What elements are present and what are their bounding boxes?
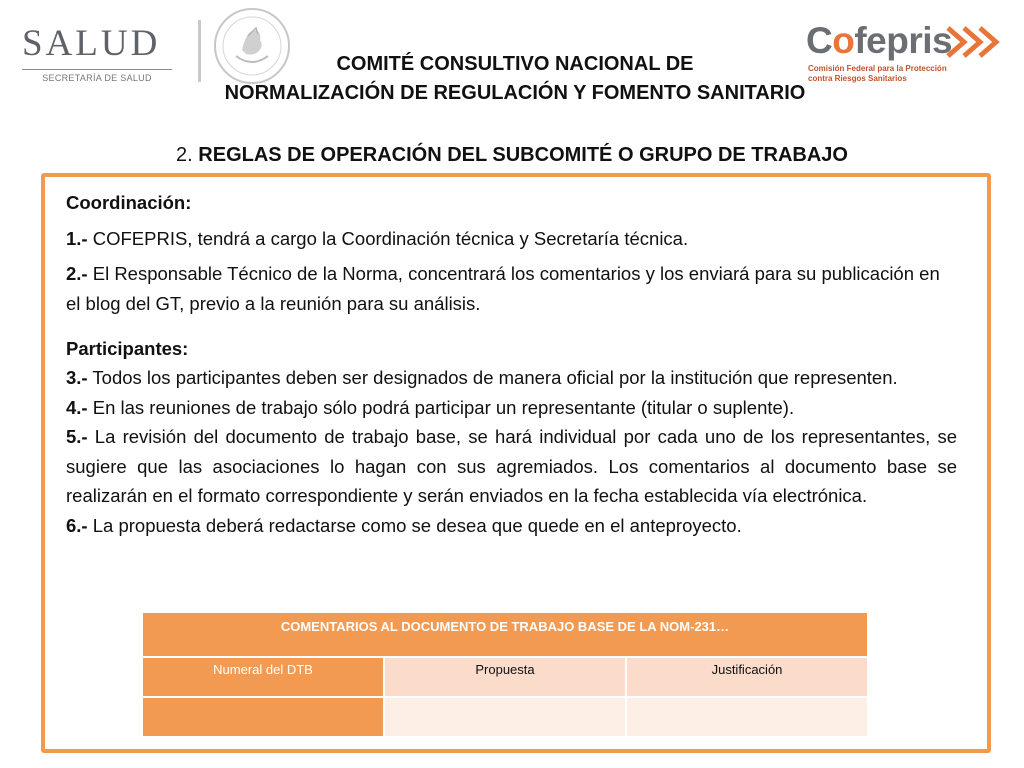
table-cell-propuesta	[385, 698, 625, 736]
cofepris-logo-letter-c: C	[806, 20, 833, 61]
salud-logo-subtitle: SECRETARÍA DE SALUD	[42, 73, 152, 83]
cofepris-logo	[806, 20, 1006, 88]
column-header-propuesta: Propuesta	[385, 658, 625, 696]
rule-item	[66, 224, 957, 254]
section-number: 2.	[176, 144, 193, 166]
cofepris-logo-line2: contra Riesgos Sanitarios	[808, 74, 907, 83]
coordinacion-heading: Coordinación:	[66, 192, 192, 213]
table-title: COMENTARIOS AL DOCUMENTO DE TRABAJO BASE DE LA NOM-231…	[143, 613, 867, 656]
participantes-list	[66, 363, 957, 540]
rule-text: En las reuniones de trabajo sólo podrá participar un representante (titular o suplente).	[87, 396, 795, 418]
page-title-line1: COMITÉ CONSULTIVO NACIONAL DE	[336, 53, 694, 75]
rule-item	[66, 259, 957, 318]
rule-number: 4.-	[66, 396, 88, 418]
salud-logo-word: SALUD	[22, 23, 161, 64]
table-cell-numeral	[143, 698, 383, 736]
column-header-justificacion: Justificación	[627, 658, 867, 696]
section-title: REGLAS DE OPERACIÓN DEL SUBCOMITÉ O GRUPO DE TRABAJO	[198, 144, 848, 166]
page-title-line2: NORMALIZACIÓN DE REGULACIÓN Y FOMENTO SANITARIO	[224, 82, 806, 104]
cofepris-arrows-icon	[946, 26, 1002, 58]
cofepris-logo-line1: Comisión Federal para la Protección	[808, 64, 947, 73]
cofepris-logo-subtitle	[808, 64, 947, 84]
cofepris-logo-word	[806, 20, 952, 62]
rule-number: 5.-	[66, 426, 88, 447]
rule-item	[66, 363, 957, 393]
rule-text: Todos los participantes deben ser designados de manera oficial por la institución que representen.	[87, 367, 898, 388]
rule-number: 6.-	[66, 514, 88, 536]
rule-item	[66, 422, 957, 511]
comments-table	[141, 611, 869, 738]
table-title-row	[143, 613, 867, 656]
rule-item	[66, 511, 957, 541]
cofepris-logo-word-rest: fepris	[854, 20, 953, 61]
section-subtitle	[100, 142, 924, 168]
rule-number: 1.-	[66, 228, 88, 249]
rule-number: 2.-	[66, 263, 88, 284]
rule-number: 3.-	[66, 367, 88, 388]
column-header-numeral: Numeral del DTB	[143, 658, 383, 696]
table-header-row	[143, 658, 867, 696]
rule-text: La revisión del documento de trabajo base, se hará individual por cada uno de los representantes, se sugiere que las asociaciones lo hagan con sus agremiados. Los comentarios al documento base se realizarán en el formato correspondiente y serán enviados en la fecha establecida vía electrónica.	[66, 426, 957, 506]
rule-item	[66, 393, 957, 423]
participantes-heading: Participantes:	[66, 338, 189, 359]
cofepris-logo-letter-o: o	[832, 20, 855, 61]
rule-text: COFEPRIS, tendrá a cargo la Coordinación técnica y Secretaría técnica.	[87, 228, 689, 249]
rule-text: La propuesta deberá redactarse como se desea que quede en el anteproyecto.	[87, 514, 742, 536]
rule-text: El Responsable Técnico de la Norma, concentrará los comentarios y los enviará para su publicación en el blog del GT, previo a la reunión para su análisis.	[66, 263, 940, 314]
table-cell-justificacion	[627, 698, 867, 736]
table-row	[143, 698, 867, 736]
